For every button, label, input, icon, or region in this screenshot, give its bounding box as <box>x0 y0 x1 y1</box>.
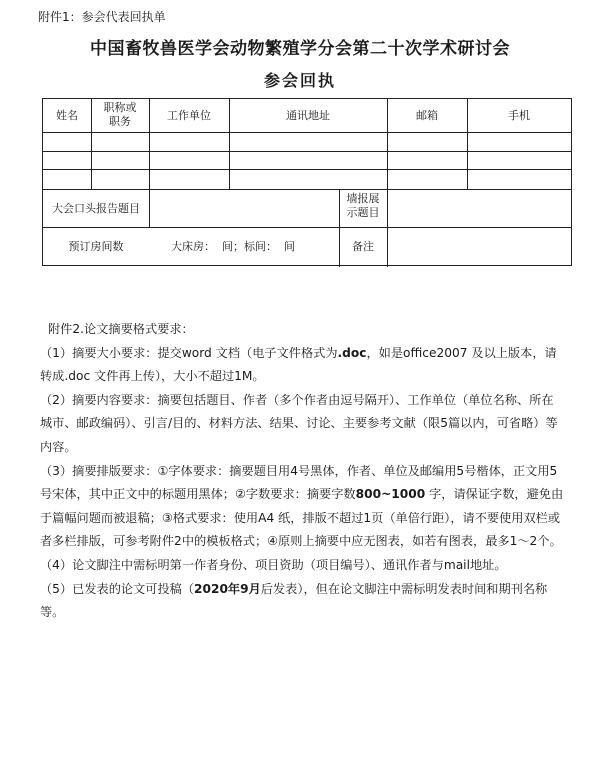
text-segment: （4）论文脚注中需标明第一作者身份、项目资助（项目编号）、通讯作者与mail地址。 <box>40 557 507 572</box>
requirement-item-1 <box>40 342 565 389</box>
requirement-item-2 <box>40 389 565 460</box>
room-count-label: 预订房间数 <box>68 240 124 253</box>
col-header-title <box>91 101 149 129</box>
text-segment-bold: .doc <box>337 345 367 360</box>
room-types-text: 大床房： 间；标间： 间 <box>171 240 295 253</box>
text-segment: （2）摘要内容要求：摘要包括题目、作者（多个作者由逗号隔开）、工作单位（单位名称、所在城市、邮政编码）、引言/目的、材料方法、结果、讨论、主要参考文献（限5篇以内，可省略）等内容。 <box>40 392 558 454</box>
text-segment: ，如是office2007 及以上版本，请转成.doc 文件再上传），大小不超过1M。 <box>40 345 557 384</box>
registration-form-table <box>42 98 572 266</box>
poster-label-line1: 墙报展 <box>346 192 380 205</box>
requirement-item-5 <box>40 578 565 625</box>
text-segment: （5）已发表的论文可投稿（ <box>40 581 195 596</box>
table-rule <box>149 189 150 227</box>
text-segment-bold: 800~1000 <box>355 487 426 502</box>
table-rule <box>43 169 571 170</box>
text-segment: 后发表），但在论文脚注中需标明发表时间和期刊名称等。 <box>40 581 548 620</box>
text-segment: 字，请保证字数，避免由于篇幅问题而被退稿；③格式要求：使用A4 纸，排版不超过1页（单倍行距），请不要使用双栏或者多栏排版，可参考附件2中的模板格式；④原则上摘要中应无图表，如若有图表，最多1～2个。 <box>40 487 564 549</box>
table-rule <box>387 189 388 227</box>
page-title: 中国畜牧兽医学会动物繁殖学分会第二十次学术研讨会 <box>90 39 510 59</box>
table-rule <box>43 132 571 133</box>
col-header-title-line1: 职称或 <box>103 101 137 114</box>
table-rule <box>43 227 571 228</box>
poster-label-line2: 示题目 <box>346 205 380 219</box>
text-segment: （3）摘要排版要求：①字体要求：摘要题目用4号黑体，作者、单位及邮编用5号楷体，正文用5号宋体，其中正文中的标题用黑体；②字数要求：摘要字数 <box>40 463 558 502</box>
table-rule <box>387 227 388 267</box>
table-rule <box>43 151 571 152</box>
annex1-label: 附件1：参会代表回执单 <box>38 10 166 24</box>
col-header-address: 通讯地址 <box>286 109 330 122</box>
col-header-workplace: 工作单位 <box>167 109 211 122</box>
requirement-item-3 <box>40 460 565 554</box>
table-rule <box>43 189 571 190</box>
col-header-name: 姓名 <box>56 109 78 122</box>
requirement-item-4 <box>40 554 565 578</box>
text-segment: （1）摘要大小要求：提交word 文档（电子文件格式为 <box>40 345 338 360</box>
requirements-heading: 附件2.论文摘要格式要求： <box>48 322 194 336</box>
col-header-email: 邮箱 <box>416 109 438 122</box>
remarks-label: 备注 <box>352 240 374 253</box>
page-subtitle: 参会回执 <box>263 71 336 90</box>
poster-label <box>339 192 387 220</box>
abstract-requirements <box>40 318 565 625</box>
text-segment-bold: 2020年9月 <box>194 581 261 596</box>
col-header-phone: 手机 <box>508 109 530 122</box>
oral-report-label: 大会口头报告题目 <box>52 202 140 215</box>
col-header-title-line2: 职务 <box>109 114 131 128</box>
